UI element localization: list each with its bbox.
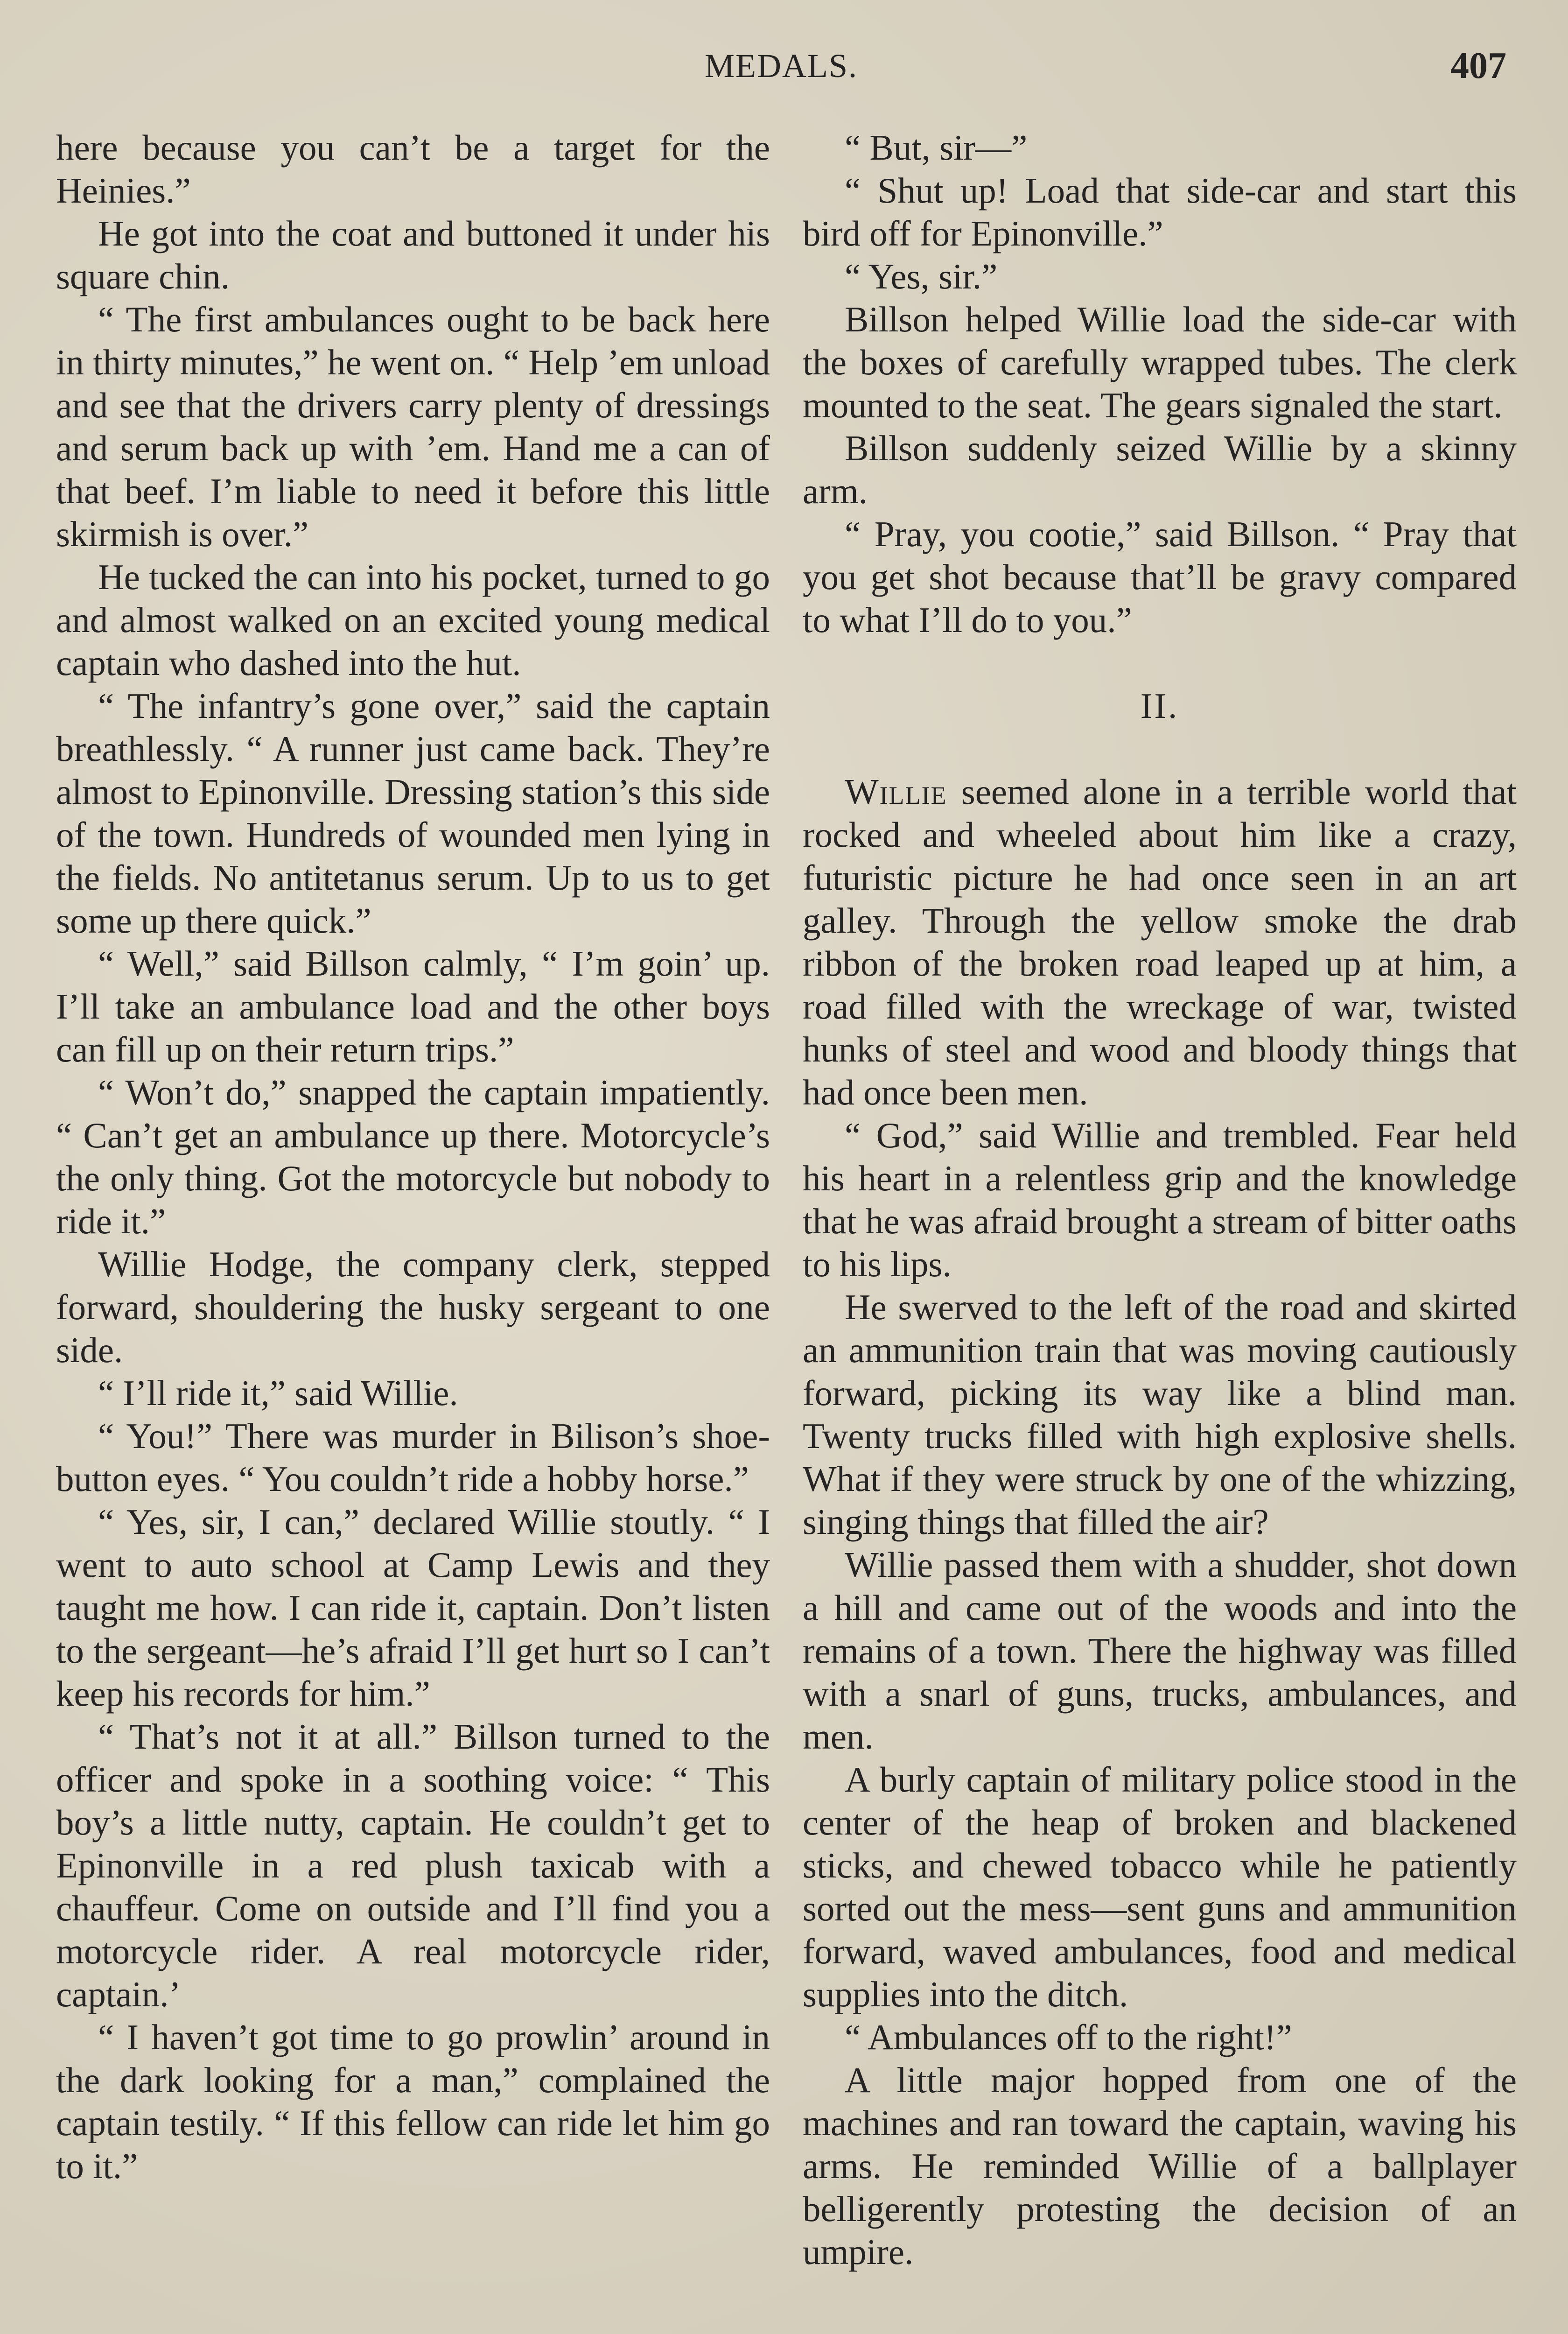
- paragraph: Billson helped Willie load the side-car with the boxes of carefully wrapped tubes. The clerk mounted to the seat. The gears signaled the start.: [803, 299, 1517, 425]
- paragraph: “ You!” There was murder in Bilison’s shoe-button eyes. “ You couldn’t ride a hobby horse.”: [56, 1416, 770, 1499]
- paragraph: Billson suddenly seized Willie by a skinny arm.: [803, 428, 1517, 511]
- paragraph: A little major hopped from one of the machines and ran toward the captain, waving his arms. He reminded Willie of a ballplayer belligerently protesting the decision of an umpire.: [803, 2060, 1517, 2272]
- paragraph: Willie passed them with a shudder, shot down a hill and came out of the woods and into the remains of a town. There the highway was filled with a snarl of guns, trucks, ambulances, and men.: [803, 1545, 1517, 1757]
- paragraph: “ Yes, sir.”: [845, 256, 998, 296]
- paragraph: here because you can’t be a target for the Heinies.”: [56, 127, 770, 211]
- left-column: [56, 126, 770, 2187]
- paragraph: [803, 770, 1517, 1114]
- paragraph: Willie Hodge, the company clerk, stepped forward, shouldering the husky sergeant to one side.: [56, 1244, 770, 1370]
- paragraph: “ Ambulances off to the right!”: [845, 2017, 1292, 2057]
- paragraph: He tucked the can into his pocket, turned to go and almost walked on an excited young medical captain who dashed into the hut.: [56, 557, 770, 683]
- paragraph: “ The infantry’s gone over,” said the captain breathlessly. “ A runner just came back. They’re almost to Epinonville. Dressing station’s this side of the town. Hundreds of wounded men lying in the fields. No antitetanus serum. Up to us to get some up there quick.”: [56, 686, 770, 941]
- paragraph: “ Well,” said Billson calmly, “ I’m goin’ up. I’ll take an ambulance load and the other boys can fill up on their return trips.”: [56, 943, 770, 1069]
- paragraph: “ I haven’t got time to go prowlin’ around in the dark looking for a man,” complained the captain testily. “ If this fellow can ride let him go to it.”: [56, 2017, 770, 2186]
- lead-word: Willie: [845, 772, 947, 812]
- paragraph: “ Shut up! Load that side-car and start this bird off for Epinonville.”: [803, 170, 1517, 253]
- paragraph: “ That’s not it at all.” Billson turned to the officer and spoke in a soothing voice: “ This boy’s a little nutty, captain. He couldn’t get to Epinonville in a red plush taxicab with a chauffeur. Come on outside and I’ll find you a motorcycle rider. A real motorcycle rider, captain.’: [56, 1716, 770, 2014]
- section-heading: II.: [1140, 686, 1179, 726]
- paragraph-text: seemed alone in a terrible world that rocked and wheeled about him like a crazy, futuristic picture he had once seen in an art galley. Through the yellow smoke the drab ribbon of the broken road leaped up at him, a road filled with the wreckage of war, twisted hunks of steel and wood and bloody things that had once been men.: [803, 772, 1517, 1112]
- paragraph: “ But, sir—”: [845, 127, 1028, 168]
- paragraph: “ Yes, sir, I can,” declared Willie stoutly. “ I went to auto school at Camp Lewis and they taught me how. I can ride it, captain. Don’t listen to the sergeant—he’s afraid I’ll get hurt so I can’t keep his records for him.”: [56, 1502, 770, 1714]
- paragraph: “ Pray, you cootie,” said Billson. “ Pray that you get shot because that’ll be gravy compared to what I’ll do to you.”: [803, 514, 1517, 640]
- paragraph: He swerved to the left of the road and skirted an ammunition train that was moving cautiously forward, picking its way like a blind man. Twenty trucks filled with high explosive shells. What if they were struck by one of the whizzing, singing things that filled the air?: [803, 1287, 1517, 1542]
- paragraph: “ God,” said Willie and trembled. Fear held his heart in a relentless grip and the knowledge that he was afraid brought a stream of bitter oaths to his lips.: [803, 1115, 1517, 1284]
- paragraph: “ The first ambulances ought to be back here in thirty minutes,” he went on. “ Help ’em unload and see that the drivers carry plenty of dressings and serum back up with ’em. Hand me a can of that beef. I’m liable to need it before this little skirmish is over.”: [56, 299, 770, 554]
- running-title: MEDALS.: [705, 47, 858, 84]
- right-column: [803, 126, 1517, 2273]
- page-header: [0, 47, 1568, 98]
- page-number: 407: [1450, 45, 1506, 86]
- paragraph: A burly captain of military police stood in the center of the heap of broken and blackened sticks, and chewed tobacco while he patiently sorted out the mess—sent guns and ammunition forward, waved ambulances, food and medical supplies into the ditch.: [803, 1759, 1517, 2014]
- paragraph: “ Won’t do,” snapped the captain impatiently. “ Can’t get an ambulance up there. Motorcycle’s the only thing. Got the motorcycle but nobody to ride it.”: [56, 1072, 770, 1241]
- paragraph: “ I’ll ride it,” said Willie.: [98, 1373, 458, 1413]
- paragraph: He got into the coat and buttoned it under his square chin.: [56, 213, 770, 296]
